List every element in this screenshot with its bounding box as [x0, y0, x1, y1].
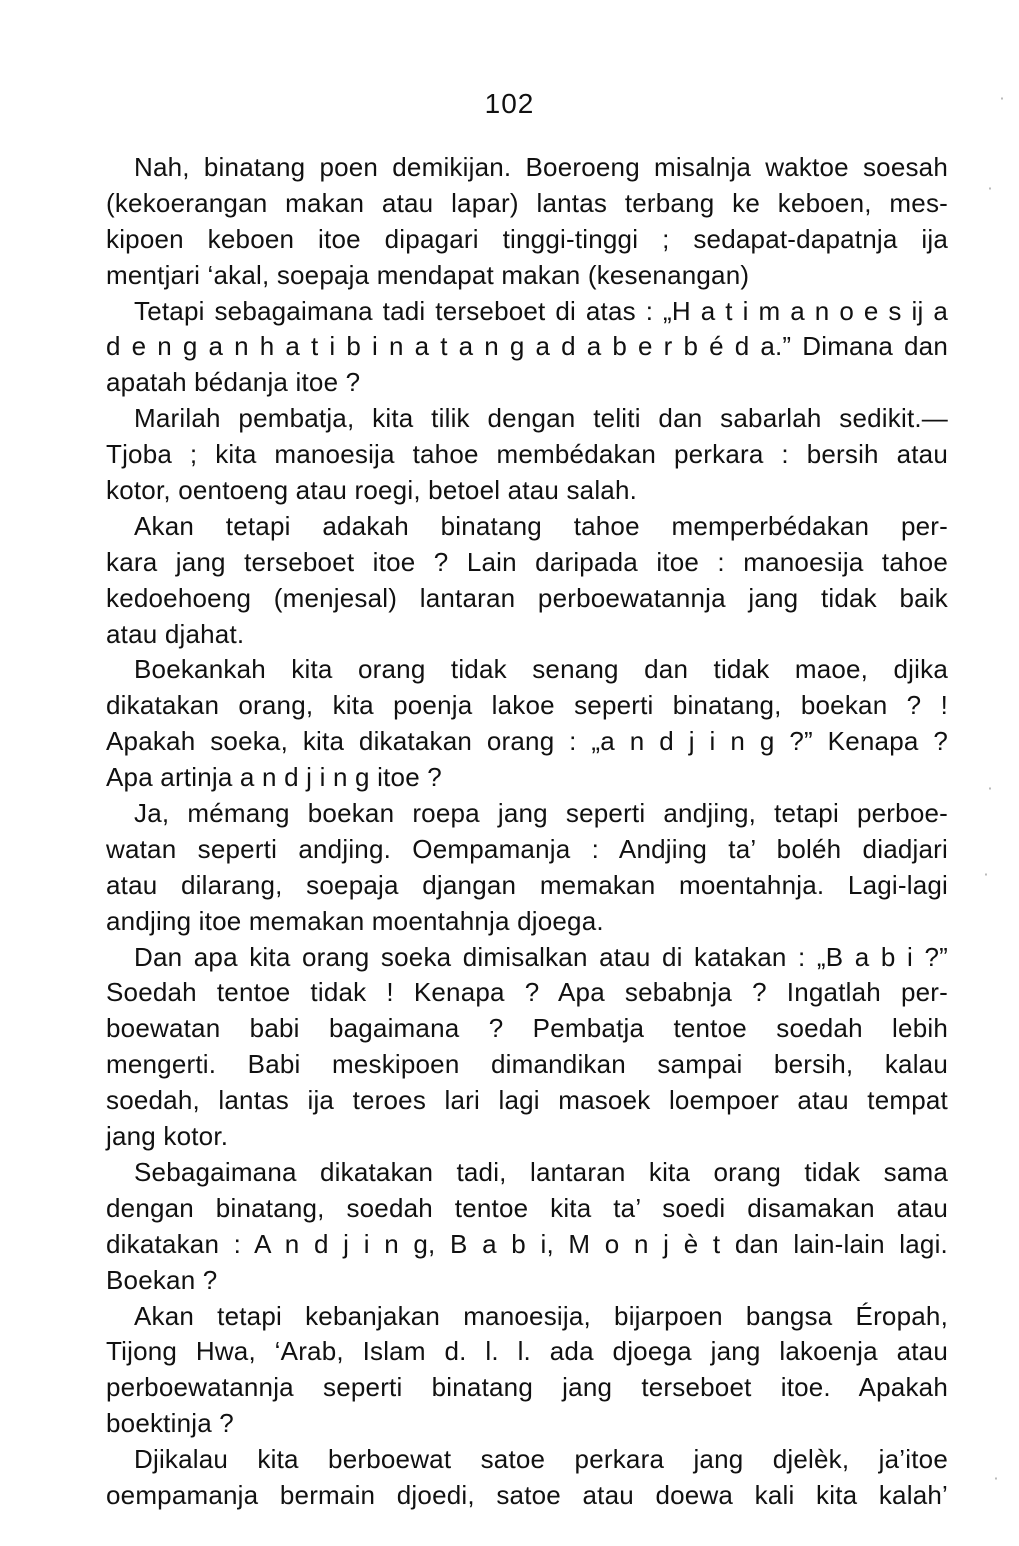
text-line: Dan apa kita orang soeka dimisalkan atau di katakan : „B a b i ?” [134, 941, 948, 972]
text-line: soedah, lantas ija teroes lari lagi masoek loempoer atau tempat [106, 1085, 948, 1116]
text-line: oempamanja bermain djoedi, satoe atau doewa kali kita kalah’ [106, 1479, 948, 1510]
text-line: mengerti. Babi meskipoen dimandikan sampai bersih, kalau [106, 1049, 948, 1080]
text-line: kedoehoeng (menjesal) lantaran perboewatannja jang tidak baik [106, 582, 948, 613]
text-line: kipoen keboen itoe dipagari tinggi-tinggi ; sedapat-dapatnja ija [106, 223, 948, 254]
text-line: boewatan babi bagaimana ? Pembatja tentoe soedah lebih [106, 1013, 948, 1044]
text-line: Akan tetapi kebanjakan manoesija, bijarpoen bangsa Éropah, [134, 1300, 948, 1331]
text-line: Djikalau kita berboewat satoe perkara jang djelèk, ja’itoe [134, 1444, 948, 1475]
text-line: kotor, oentoeng atau roegi, betoel atau salah. [106, 475, 638, 506]
text-line: dengan binatang, soedah tentoe kita ta’ soedi disamakan atau [106, 1192, 948, 1223]
text-line: Tetapi sebagaimana tadi terseboet di atas : „H a t i m a n o e s ij a [134, 295, 948, 326]
text-line: Tjoba ; kita manoesija tahoe membédakan perkara : bersih atau [106, 439, 948, 470]
text-line: Tijong Hwa, ‘Arab, Islam d. l. l. ada djoega jang lakoenja atau [106, 1336, 948, 1367]
margin-speck: ˌ [994, 1466, 998, 1480]
text-line: Marilah pembatja, kita tilik dengan teliti dan sabarlah sedikit.— [134, 403, 948, 434]
text-line: jang kotor. [106, 1121, 229, 1152]
page-number: 102 [484, 88, 535, 119]
text-line: watan seperti andjing. Oempamanja : Andjing ta’ boléh diadjari [106, 833, 948, 864]
text-line: Apakah soeka, kita dikatakan orang : „a n d j i n g ?” Kenapa ? [106, 726, 948, 757]
text-line: Boekan ? [106, 1264, 218, 1295]
margin-speck: ˌ [984, 862, 988, 876]
margin-speck: ˌ [988, 776, 992, 790]
text-line: perboewatannja seperti binatang jang terseboet itoe. Apakah [106, 1372, 948, 1403]
text-line: Apa artinja a n d j i n g itoe ? [106, 762, 442, 793]
text-line: kara jang terseboet itoe ? Lain daripada itoe : manoesija tahoe [106, 546, 948, 577]
text-line: Boekankah kita orang tidak senang dan tidak maoe, djika [134, 654, 948, 685]
text-line: apatah bédanja itoe ? [106, 367, 361, 398]
text-line: atau djahat. [106, 618, 245, 649]
text-line: Nah, binatang poen demikijan. Boeroeng misalnja waktoe soesah [134, 152, 948, 182]
text-line: dikatakan : A n d j i n g, B a b i, M o n j è t dan lain-lain lagi. [106, 1228, 948, 1259]
text-line: Akan tetapi adakah binatang tahoe memperbédakan per- [134, 510, 948, 541]
text-line: (kekoerangan makan atau lapar) lantas terbang ke keboen, mes- [106, 187, 948, 218]
text-line: Ja, mémang boekan roepa jang seperti andjing, tetapi perboe- [134, 798, 948, 829]
text-line: mentjari ‘akal, soepaja mendapat makan (kesenangan) [106, 259, 750, 290]
text-line: andjing itoe memakan moentahnja djoega. [106, 905, 604, 936]
margin-speck: ˌ [1000, 86, 1004, 100]
body-text [106, 150, 948, 1514]
text-line: boektinja ? [106, 1408, 234, 1439]
text-line: dikatakan orang, kita poenja lakoe seperti binatang, boekan ? ! [106, 690, 948, 721]
text-line: d e n g a n h a t i b i n a t a n g a d a b e r b é d a.” Dimana dan [106, 331, 948, 362]
text-line: Soedah tentoe tidak ! Kenapa ? Apa sebabnja ? Ingatlah per- [106, 977, 948, 1008]
text-line: Sebagaimana dikatakan tadi, lantaran kita orang tidak sama [134, 1156, 948, 1187]
margin-speck: ˌ [988, 176, 992, 190]
text-line: atau dilarang, soepaja djangan memakan moentahnja. Lagi-lagi [106, 869, 948, 900]
